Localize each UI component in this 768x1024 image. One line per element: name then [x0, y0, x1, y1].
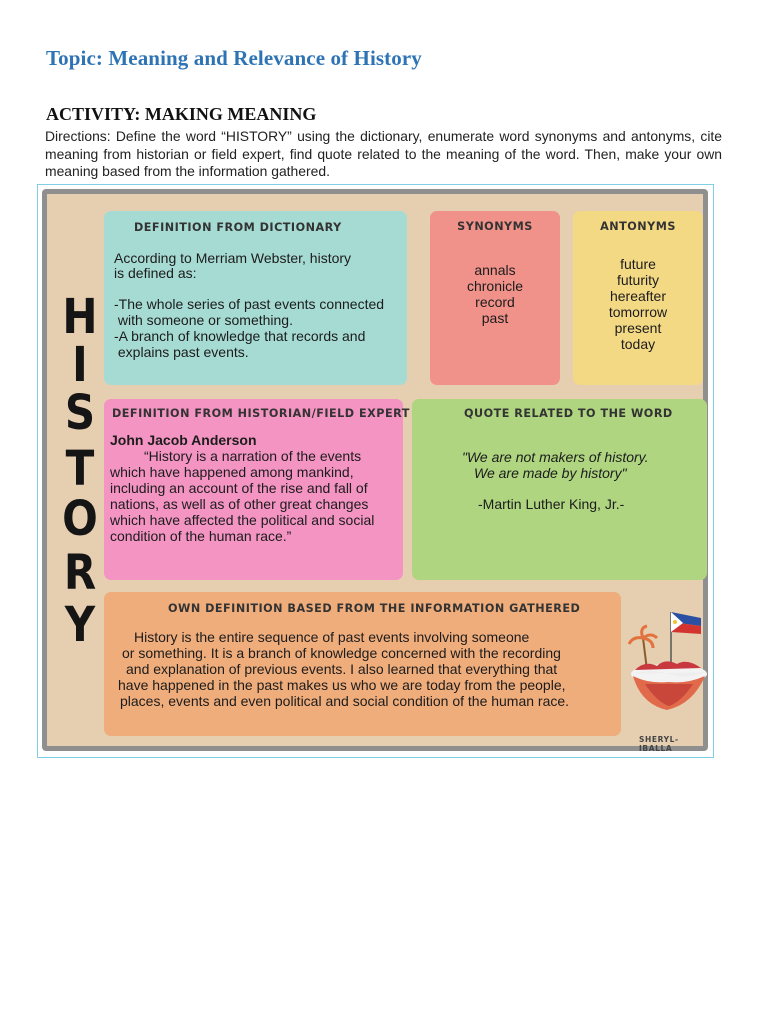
own-definition-line: History is the entire sequence of past events involving someone [134, 629, 530, 645]
antonym-item: hereafter [609, 288, 667, 304]
synonym-item: past [481, 310, 509, 326]
history-letter-i: I [72, 336, 88, 393]
own-definition-line: have happened in the past makes us who we are today from the people, [118, 677, 566, 693]
quote-title: QUOTE RELATED TO THE WORD [464, 407, 673, 420]
dictionary-def-1a: -The whole series of past events connected [114, 296, 385, 312]
historian-title: DEFINITION FROM HISTORIAN/FIELD EXPERT [112, 407, 410, 420]
dictionary-title: DEFINITION FROM DICTIONARY [134, 221, 342, 234]
antonyms-title: ANTONYMS [600, 220, 676, 233]
own-definition-line: or something. It is a branch of knowledge concerned with the recording [122, 645, 561, 661]
synonym-item: record [475, 294, 515, 310]
antonym-item: today [620, 336, 656, 352]
synonym-item: annals [474, 262, 516, 278]
antonym-item: futurity [616, 272, 659, 288]
infographic-board [42, 189, 708, 751]
history-letter-t: T [65, 440, 95, 497]
directions-text: Directions: Define the word “HISTORY” using the dictionary, enumerate word synonyms and antonyms, cite meaning from historian or field expert, find quote related to the meaning of the word. Then, make your own meaning based from the information gathered. [45, 128, 722, 179]
history-letter-r: R [63, 544, 97, 601]
historian-line: which have happened among mankind, [110, 464, 354, 480]
topic-heading: Topic: Meaning and Relevance of History [46, 46, 422, 70]
antonym-item: future [620, 256, 656, 272]
quote-card [412, 399, 707, 580]
dictionary-def-1b: with someone or something. [114, 312, 293, 328]
historian-name: John Jacob Anderson [110, 432, 257, 448]
quote-author: -Martin Luther King, Jr.- [478, 496, 625, 512]
synonyms-title: SYNONYMS [457, 220, 533, 233]
dictionary-intro-1: According to Merriam Webster, history [114, 250, 352, 266]
author-signature: SHERYL-IBALLA [639, 735, 679, 753]
dictionary-intro-2: is defined as: [114, 265, 197, 281]
antonyms-card [573, 211, 703, 385]
infographic-image [37, 184, 714, 758]
synonyms-card [430, 211, 560, 385]
antonym-item: present [614, 320, 662, 336]
synonym-item: chronicle [466, 278, 524, 294]
own-definition-line: and explanation of previous events. I also learned that everything that [126, 661, 558, 677]
own-definition-line: places, events and even political and social condition of the human race. [120, 693, 570, 709]
antonym-item: tomorrow [608, 304, 668, 320]
quote-line-1: "We are not makers of history. [462, 449, 649, 465]
historian-card [104, 399, 410, 580]
historian-line: including an account of the rise and fall of [110, 480, 368, 496]
historian-line: condition of the human race.” [110, 528, 292, 544]
dictionary-def-2a: -A branch of knowledge that records and [114, 328, 366, 344]
history-letter-y: Y [64, 596, 96, 653]
history-letter-s: S [64, 384, 96, 441]
own-definition-card [104, 592, 621, 736]
activity-heading: ACTIVITY: MAKING MEANING [46, 104, 317, 124]
dictionary-def-2b: explains past events. [114, 344, 249, 360]
historian-line: “History is a narration of the events [144, 448, 362, 464]
historian-line: nations, as well as of other great changes [110, 496, 369, 512]
own-definition-title: OWN DEFINITION BASED FROM THE INFORMATION GATHERED [168, 602, 581, 615]
history-letter-h: H [62, 288, 98, 345]
dictionary-card [104, 211, 407, 385]
quote-line-2: We are made by history" [474, 465, 627, 481]
history-letter-o: O [62, 490, 98, 547]
historian-line: which have affected the political and social [110, 512, 375, 528]
philippine-flag-island-icon [627, 604, 709, 714]
